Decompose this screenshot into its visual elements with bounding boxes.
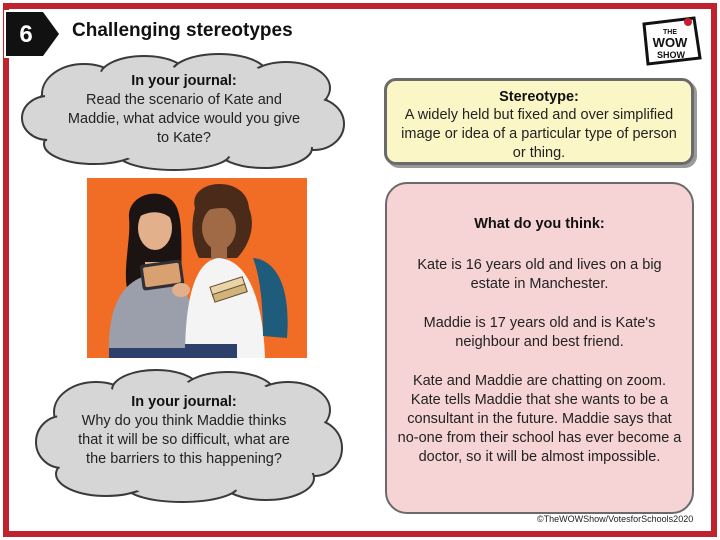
- what-do-you-think-box: [385, 182, 694, 514]
- journal-top-heading: In your journal:: [131, 73, 237, 89]
- stereotype-definition-box: [384, 78, 694, 165]
- journal-bottom-body: Why do you think Maddie thinks that it will be so difficult, what are the barriers to this happening?: [78, 413, 290, 467]
- scenario-paragraph-zoom: Kate and Maddie are chatting on zoom. Kate tells Maddie that she wants to be a consultant in the future. Maddie says that no-one from their school has ever become a doctor, so it will be almost impossible.: [397, 373, 682, 465]
- students-illustration: [87, 178, 307, 358]
- scenario-paragraph-kate: Kate is 16 years old and lives on a big estate in Manchester.: [417, 257, 662, 292]
- page-title: Challenging stereotypes: [72, 20, 293, 41]
- stereotype-heading: Stereotype:: [499, 89, 579, 105]
- svg-text:WOW: WOW: [652, 35, 688, 50]
- journal-top-text: [66, 72, 302, 148]
- students-photo: [87, 178, 307, 358]
- wow-show-logo: [636, 14, 704, 68]
- slide-number-badge: [4, 10, 64, 58]
- svg-text:SHOW: SHOW: [657, 50, 685, 60]
- stereotype-definition: A widely held but fixed and over simplified image or idea of a particular type of person or thing.: [401, 107, 677, 161]
- journal-bottom-heading: In your journal:: [131, 394, 237, 410]
- journal-top-body: Read the scenario of Kate and Maddie, what advice would you give to Kate?: [67, 92, 301, 146]
- journal-bottom-text: [68, 393, 300, 469]
- scenario-paragraph-maddie: Maddie is 17 years old and is Kate's neighbour and best friend.: [423, 315, 656, 350]
- journal-cloud-top: [14, 52, 350, 172]
- svg-text:THE: THE: [663, 29, 677, 36]
- think-heading: What do you think:: [474, 216, 605, 232]
- slide-number: 6: [19, 21, 33, 48]
- copyright-footer: ©TheWOWShow/VotesforSchools2020: [537, 514, 694, 524]
- journal-cloud-bottom: [32, 368, 344, 504]
